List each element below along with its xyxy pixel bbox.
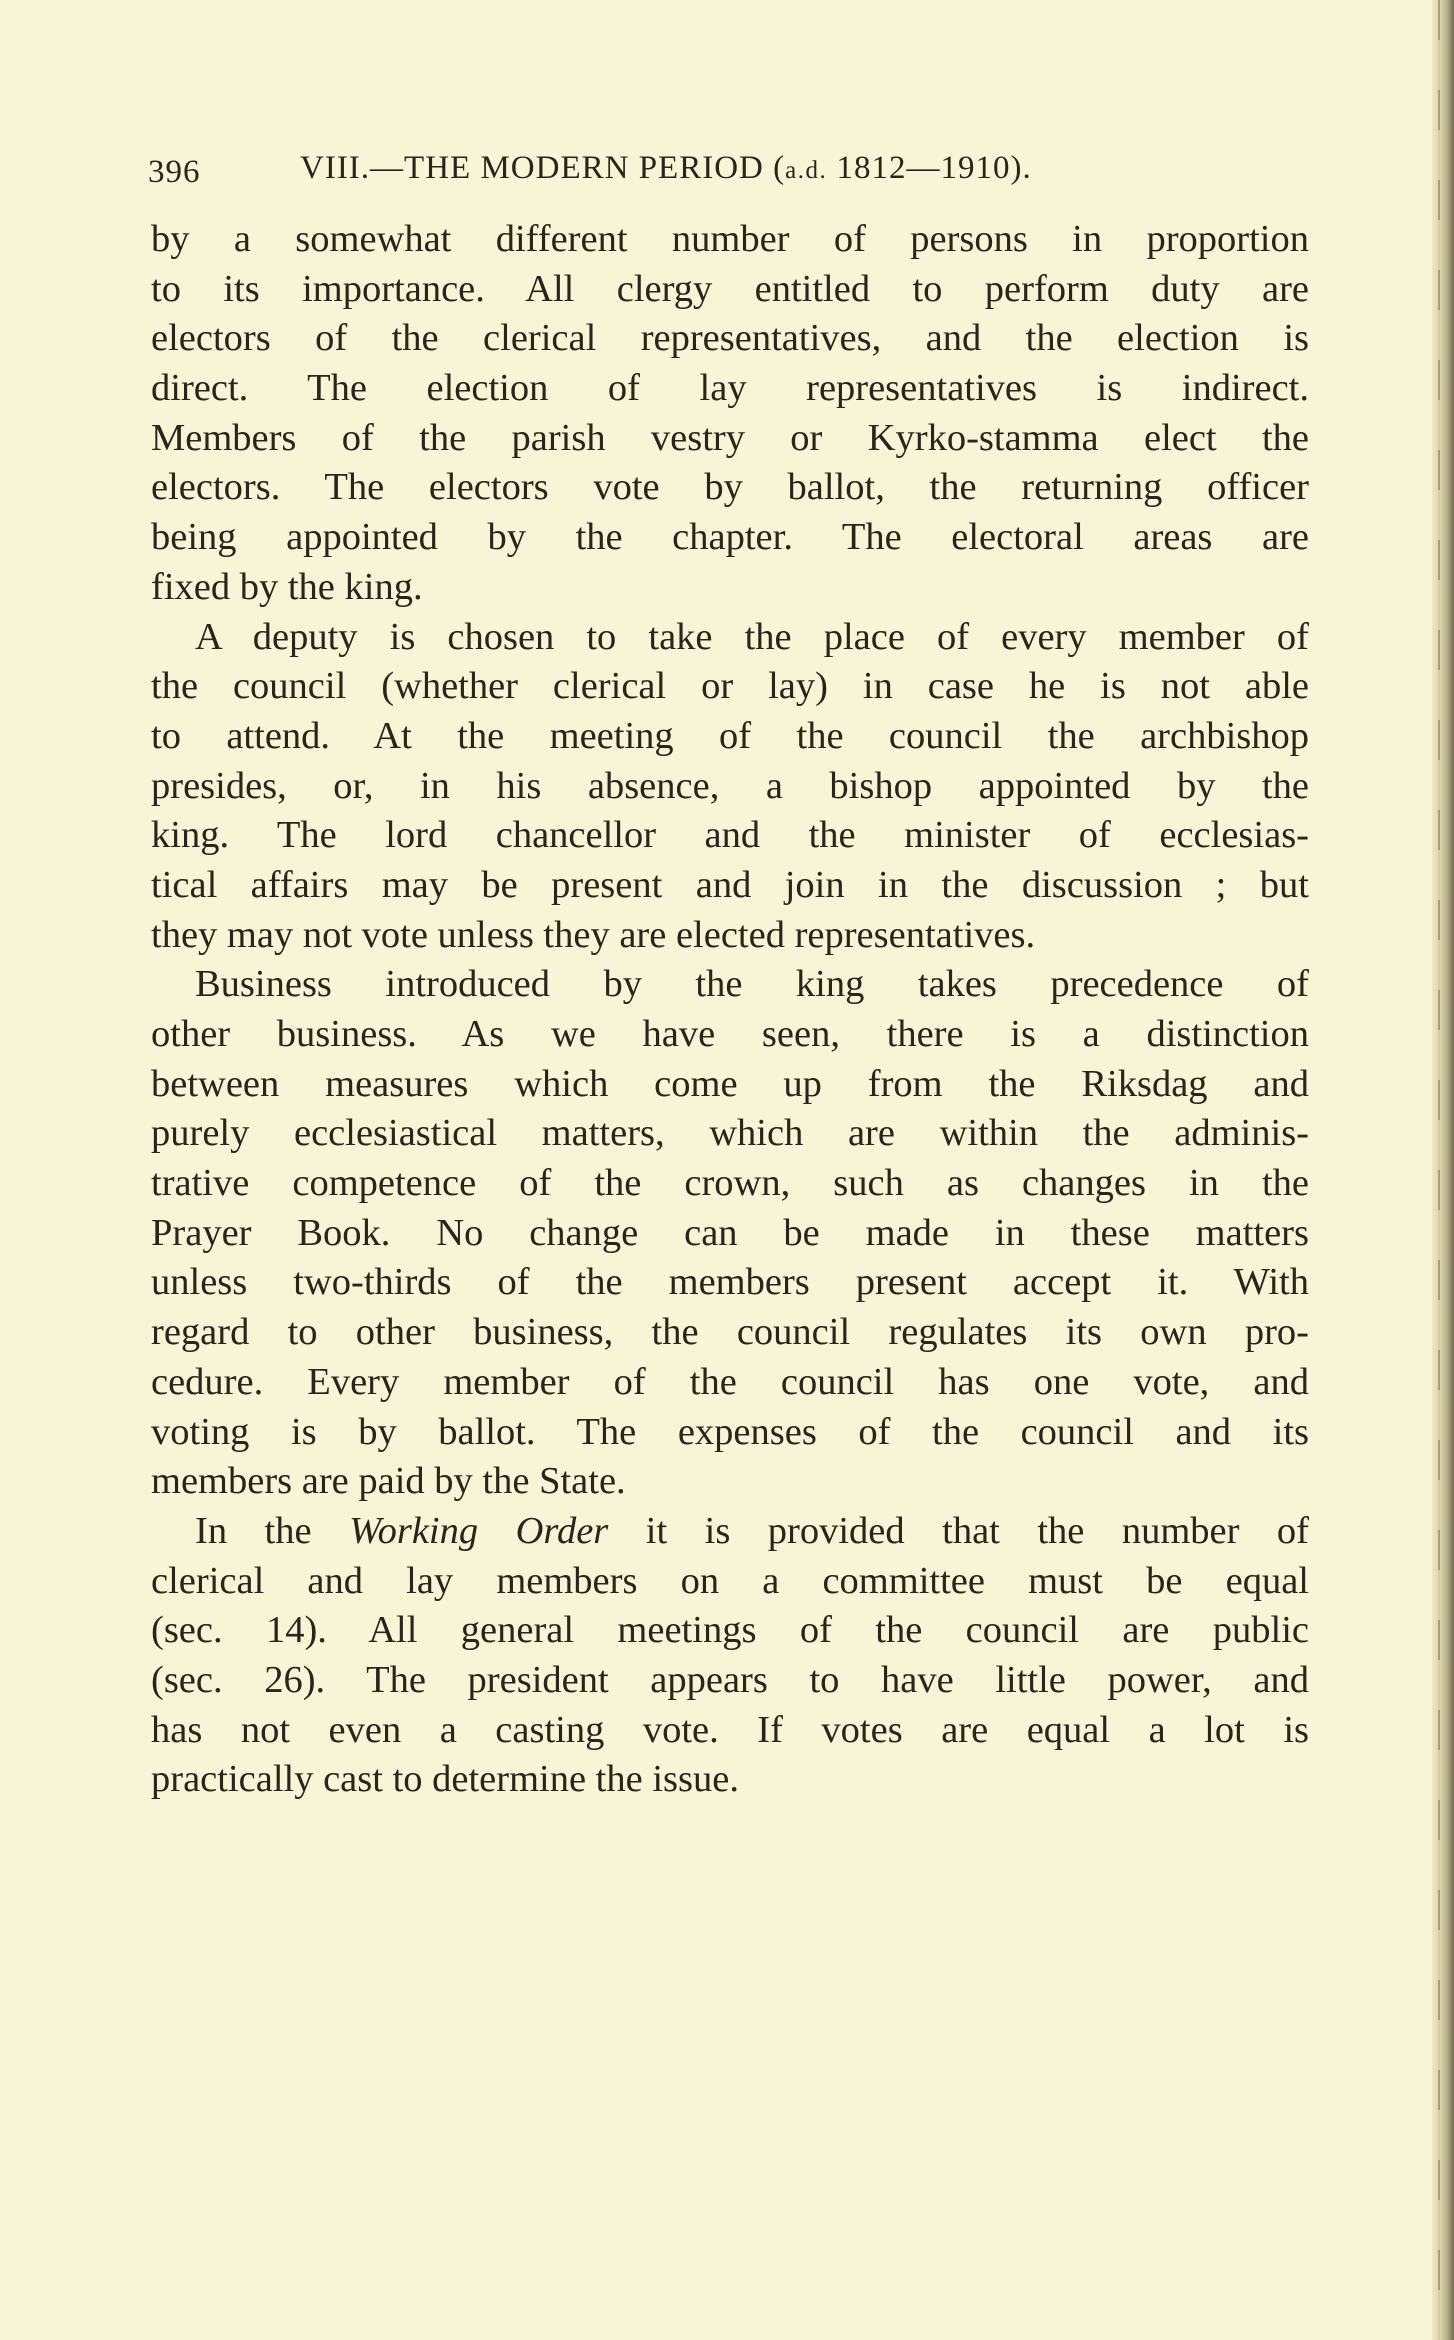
body-text xyxy=(151,215,1309,1805)
paragraph xyxy=(151,1507,1309,1805)
text-line: electors. The electors vote by ballot, the returning officer xyxy=(151,466,1309,509)
running-title-era: a.d. xyxy=(785,157,828,184)
text-line: clerical and lay members on a committee must be equal xyxy=(151,1559,1309,1602)
text-line: electors of the clerical representatives, and the election is xyxy=(151,317,1309,360)
running-head xyxy=(148,150,1308,200)
text-line: being appointed by the chapter. The electoral areas are xyxy=(151,516,1309,559)
running-title-dates: 1812—1910). xyxy=(827,150,1032,186)
running-title-main: VIII.—THE MODERN PERIOD ( xyxy=(300,150,786,186)
text-line: the council (whether clerical or lay) in case he is not able xyxy=(151,665,1309,708)
text-line: voting is by ballot. The expenses of the council and its xyxy=(151,1410,1309,1453)
text-line: presides, or, in his absence, a bishop appointed by the xyxy=(151,764,1309,807)
text-line: by a somewhat different number of persons in proportion xyxy=(151,218,1309,260)
text-line: between measures which come up from the Riksdag and xyxy=(151,1062,1309,1105)
text-line: to attend. At the meeting of the council the archbishop xyxy=(151,714,1309,757)
text-line: cedure. Every member of the council has one vote, and xyxy=(151,1360,1309,1403)
text-line: Members of the parish vestry or Kyrko-stamma elect the xyxy=(151,416,1309,459)
paragraph xyxy=(151,960,1309,1507)
text-segment: In the xyxy=(195,1509,350,1552)
text-line: Prayer Book. No change can be made in these matters xyxy=(151,1211,1309,1254)
text-line: tical affairs may be present and join in the discussion ; but xyxy=(151,863,1309,906)
text-line: regard to other business, the council regulates its own pro- xyxy=(151,1311,1309,1354)
text-line: to its importance. All clergy entitled to perform duty are xyxy=(151,267,1309,310)
text-segment: it is provided that the number of xyxy=(608,1509,1309,1552)
text-line: trative competence of the crown, such as changes in the xyxy=(151,1162,1309,1205)
text-line xyxy=(151,1507,1309,1557)
text-line: king. The lord chancellor and the minister of ecclesias- xyxy=(151,814,1309,857)
text-line: purely ecclesiastical matters, which are within the adminis- xyxy=(151,1112,1309,1155)
text-line: other business. As we have seen, there is a distinction xyxy=(151,1013,1309,1055)
text-line: practically cast to determine the issue. xyxy=(151,1758,739,1801)
text-line: (sec. 14). All general meetings of the council are public xyxy=(151,1609,1309,1652)
text-line: (sec. 26). The president appears to have little power, and xyxy=(151,1658,1309,1701)
text-line: unless two-thirds of the members present accept it. With xyxy=(151,1261,1309,1304)
text-line: has not even a casting vote. If votes are equal a lot is xyxy=(151,1708,1309,1751)
text-line: Business introduced by the king takes precedence of xyxy=(195,963,1309,1006)
page-number: 396 xyxy=(148,154,201,190)
text-line: members are paid by the State. xyxy=(151,1460,626,1503)
running-title xyxy=(300,150,1032,187)
text-line: direct. The election of lay representatives is indirect. xyxy=(151,367,1309,410)
text-line: they may not vote unless they are elected representatives. xyxy=(151,913,1036,956)
paragraph xyxy=(151,613,1309,961)
italic-title: Working Order xyxy=(349,1509,609,1552)
text-line: A deputy is chosen to take the place of every member of xyxy=(195,615,1309,658)
page-edge xyxy=(1432,0,1454,2340)
text-line: fixed by the king. xyxy=(151,565,423,608)
paragraph xyxy=(151,215,1309,613)
